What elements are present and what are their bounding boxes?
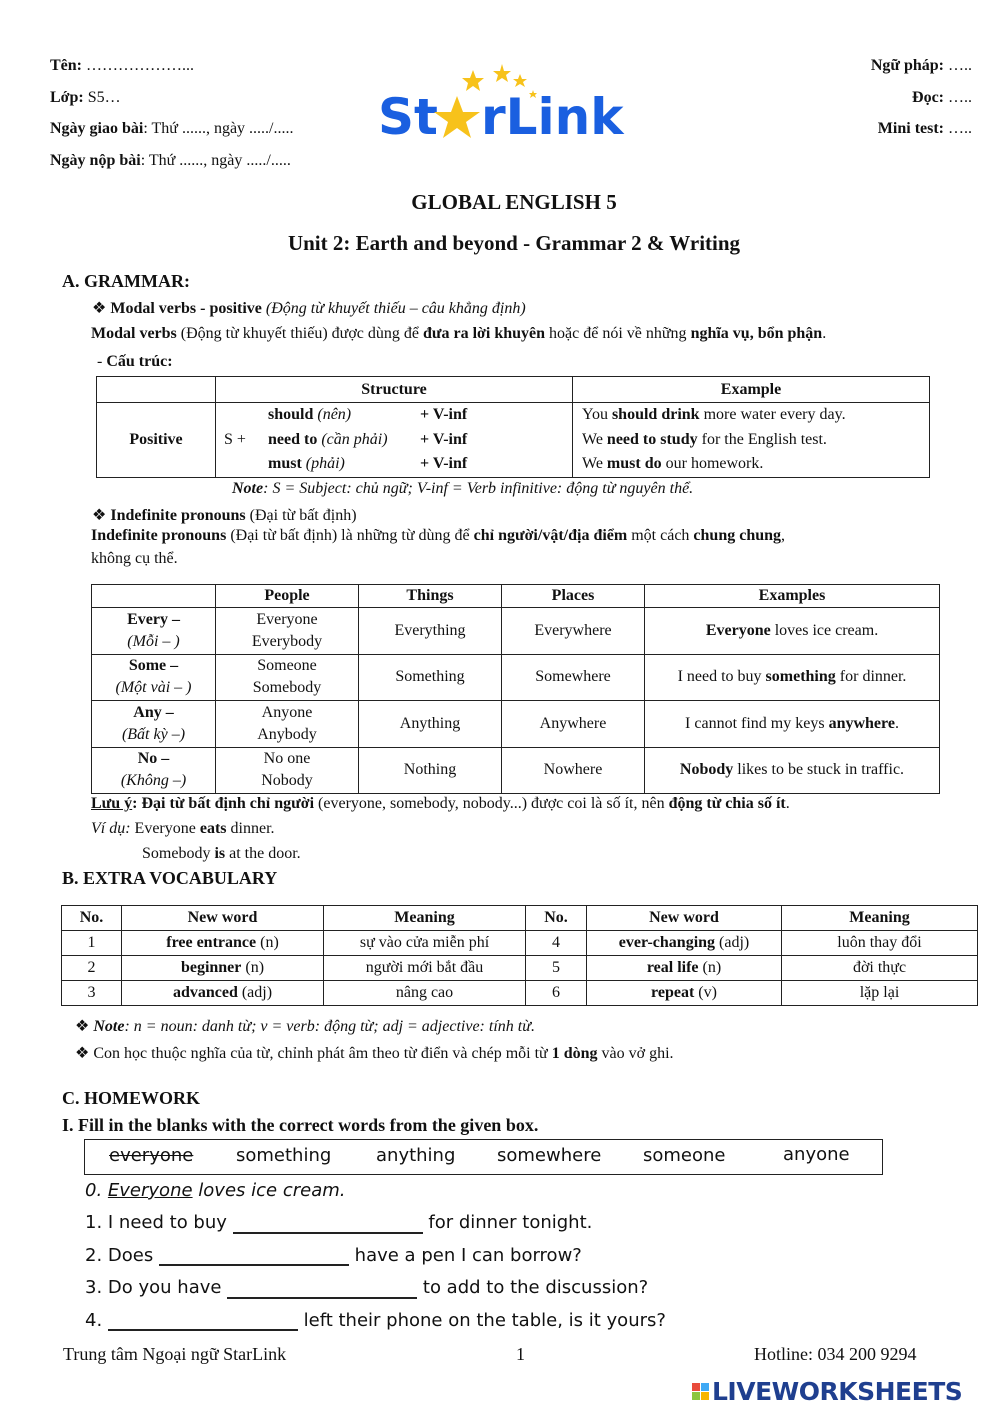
text-segment: should: [268, 406, 314, 424]
subject-label: S +: [224, 431, 246, 448]
text-segment: .: [785, 795, 790, 812]
modal-verbs-description: [91, 325, 826, 343]
text-segment: (phải): [301, 455, 345, 473]
word-box: [84, 1139, 883, 1175]
due-date-field: [50, 152, 291, 170]
vocab-meaning: nâng cao: [324, 981, 526, 1006]
things-pronoun: Everything: [359, 608, 502, 655]
pronoun-example: [645, 654, 940, 701]
document-subtitle: Unit 2: Earth and beyond - Grammar 2 & Writing: [287, 231, 741, 255]
liveworksheets-watermark: [692, 1375, 962, 1407]
indefinite-pronouns-description-2: không cụ thể.: [91, 550, 178, 567]
text-segment: more water every day.: [699, 406, 846, 424]
vocab-row: [62, 956, 978, 981]
modal-need-to: [268, 428, 420, 453]
people-pronoun: Everyone: [256, 610, 318, 628]
text-segment: …..: [944, 89, 972, 106]
text-segment: our homework.: [661, 455, 764, 473]
word: free entrance: [166, 934, 257, 951]
question-text-before: 4.: [85, 1309, 108, 1331]
word-box-word: everyone: [109, 1145, 194, 1166]
question-text-before: 2. Does: [85, 1244, 159, 1266]
word-box-word: someone: [643, 1145, 726, 1166]
text-segment: Lưu ý: [91, 795, 133, 812]
reading-score: [912, 89, 972, 107]
people-pronoun: Anybody: [257, 725, 317, 743]
header-no: No.: [62, 906, 122, 931]
text-segment: đưa ra lời khuyên: [422, 325, 546, 342]
question-text-after: to add to the discussion?: [417, 1277, 649, 1298]
grammar-score: [871, 57, 972, 75]
vinf-label: + V-inf: [420, 430, 468, 448]
question-text-after: left their phone on the table, is it yours?: [297, 1309, 666, 1331]
text-segment: nghĩa vụ, bổn phận: [690, 325, 823, 342]
text-segment: likes to be stuck in traffic.: [733, 761, 905, 779]
text-segment: S5…: [83, 89, 121, 106]
text-segment: should drink: [611, 406, 700, 424]
text-segment: 0.: [85, 1180, 108, 1201]
text-segment: eats: [199, 820, 227, 837]
vinf-label: + V-inf: [420, 455, 468, 473]
text-segment: Indefinite pronouns: [110, 507, 246, 524]
vocab-word: [122, 956, 324, 981]
pronoun-group-label: Every –: [127, 610, 180, 628]
text-segment: động từ chia số ít: [668, 795, 786, 812]
text-segment: You: [582, 406, 612, 424]
answer-blank[interactable]: [233, 1214, 423, 1234]
vocab-word: [587, 931, 782, 956]
text-segment: (Động từ khuyết thiếu – câu khẳng định): [261, 300, 526, 317]
header-cell: [92, 585, 216, 608]
vocabulary-heading: B. EXTRA VOCABULARY: [62, 868, 278, 888]
text-segment: ❖: [92, 507, 111, 524]
pronoun-group-meaning: (Bất kỳ –): [121, 725, 186, 743]
text-segment: Ví dụ:: [91, 820, 131, 837]
text-segment: ❖: [92, 300, 111, 317]
vocab-word: [122, 981, 324, 1006]
text-segment: 1 dòng: [551, 1045, 598, 1062]
text-segment: Modal verbs: [91, 325, 177, 342]
text-segment: Indefinite pronouns: [91, 527, 227, 544]
text-segment: …..: [944, 57, 972, 74]
text-segment: ,: [781, 527, 786, 544]
header-people: People: [216, 585, 359, 608]
text-segment: Tên:: [50, 57, 82, 74]
vocab-meaning: lặp lại: [782, 981, 978, 1006]
svg-text:St: St: [378, 88, 438, 142]
header-structure: Structure: [216, 377, 573, 403]
people-pronoun: Anyone: [261, 703, 313, 721]
word: repeat: [651, 984, 695, 1001]
text-segment: chung chung: [693, 527, 782, 544]
things-pronoun: Something: [359, 654, 502, 701]
text-segment: Ngày giao bài: [50, 120, 144, 137]
question-text-before: 3. Do you have: [85, 1277, 228, 1298]
example-sentence-1: [91, 820, 275, 838]
text-segment: (Đại từ bất định) là những từ dùng để: [226, 527, 474, 544]
mini-test-score: [878, 120, 972, 138]
text-segment: anywhere: [828, 714, 895, 732]
indefinite-pronouns-title: [92, 505, 357, 525]
pronoun-note: [91, 795, 790, 813]
things-pronoun: Anything: [359, 701, 502, 748]
example-sentence-2: [142, 845, 301, 863]
text-segment: need to study: [606, 430, 698, 448]
text-segment: : S = Subject: chủ ngữ; V-inf = Verb infinitive: động từ nguyên thể.: [263, 480, 694, 497]
people-pronoun: Somebody: [252, 679, 322, 697]
text-segment: must do: [606, 455, 662, 473]
part-of-speech: (n): [241, 959, 265, 976]
vocab-word: [587, 981, 782, 1006]
text-segment: loves ice cream.: [192, 1180, 346, 1201]
pronoun-group-label: Some –: [128, 657, 179, 675]
liveworksheets-text: LIVEWORKSHEETS: [712, 1376, 963, 1406]
vocab-note: [75, 1016, 535, 1036]
vocab-no: 4: [526, 931, 587, 956]
text-segment: chỉ người/vật/địa điểm: [473, 527, 628, 544]
vocab-word: [587, 956, 782, 981]
text-segment: Ngữ pháp:: [870, 57, 944, 74]
answer-blank[interactable]: [108, 1311, 298, 1331]
header-meaning: Meaning: [782, 906, 978, 931]
vocab-row: [62, 981, 978, 1006]
example-question: [85, 1180, 345, 1201]
vocab-no: 1: [62, 931, 122, 956]
vocab-meaning: luôn thay đổi: [782, 931, 978, 956]
word-box-word: somewhere: [497, 1145, 602, 1166]
header-cell: [97, 377, 216, 403]
text-segment: must: [268, 455, 302, 473]
header-meaning: Meaning: [324, 906, 526, 931]
text-segment: (nên): [313, 406, 352, 424]
pronoun-example: [645, 608, 940, 655]
pronoun-example: [645, 747, 940, 794]
pronoun-example: [645, 701, 940, 748]
question-text-before: 1. I need to buy: [85, 1212, 233, 1233]
text-segment: Mini test:: [877, 120, 944, 137]
svg-text:rLink: rLink: [481, 88, 624, 142]
name-field: [50, 57, 194, 75]
modal-verbs-title: [92, 298, 526, 318]
example-should: [582, 403, 925, 428]
header-things: Things: [359, 585, 502, 608]
text-segment: I need to buy: [677, 668, 766, 686]
text-segment: (Đại từ bất định): [245, 507, 357, 524]
fill-blank-question: [85, 1277, 648, 1299]
part-of-speech: (n): [256, 934, 279, 951]
pronoun-group-meaning: (Một vài – ): [115, 679, 192, 697]
vocab-no: 6: [526, 981, 587, 1006]
text-segment: một cách: [627, 527, 694, 544]
header-places: Places: [502, 585, 645, 608]
word-box-word: anything: [376, 1145, 456, 1166]
text-segment: Note: [93, 1018, 125, 1035]
text-segment: Nobody: [679, 761, 734, 779]
question-text-after: for dinner tonight.: [422, 1212, 593, 1233]
text-segment: Somebody: [142, 845, 215, 862]
page-number: 1: [516, 1344, 525, 1364]
assigned-date-field: [50, 120, 294, 138]
text-segment: Modal verbs - positive: [110, 300, 262, 317]
vocab-meaning: đời thực: [782, 956, 978, 981]
pronoun-row: [92, 608, 940, 655]
answer-blank[interactable]: [159, 1246, 349, 1266]
text-segment: ❖: [75, 1018, 94, 1035]
word: real life: [646, 959, 699, 976]
text-segment: : Thứ ......, ngày ...../.....: [143, 120, 294, 137]
text-segment: ………………...: [82, 57, 194, 74]
fill-blank-question: [85, 1245, 582, 1267]
places-pronoun: Nowhere: [502, 747, 645, 794]
fill-blank-question: [85, 1310, 666, 1332]
text-segment: : Thứ ......, ngày ...../.....: [140, 152, 291, 169]
text-segment: : Đại từ bất định chỉ người: [132, 795, 315, 812]
header-new-word: New word: [122, 906, 324, 931]
text-segment: Everyone: [107, 1180, 193, 1201]
word-box-word: anyone: [783, 1144, 850, 1165]
vinf-label: + V-inf: [420, 406, 468, 424]
text-segment: (cần phải): [317, 430, 388, 448]
text-segment: I cannot find my keys: [685, 714, 829, 732]
indefinite-pronouns-table: [91, 584, 940, 794]
header-new-word: New word: [587, 906, 782, 931]
part-of-speech: (adj): [237, 984, 273, 1001]
text-segment: (Động từ khuyết thiếu) được dùng để: [176, 325, 423, 342]
vocab-no: 2: [62, 956, 122, 981]
pronoun-group-label: No –: [137, 750, 170, 768]
text-segment: We: [582, 455, 607, 473]
vocab-row: [62, 931, 978, 956]
vocab-instruction: [75, 1043, 674, 1063]
class-field: [50, 89, 121, 107]
structure-label: [97, 353, 173, 371]
vocabulary-table: [61, 905, 978, 1006]
word: beginner: [180, 959, 242, 976]
fill-blank-question: [85, 1212, 592, 1234]
people-pronoun: Someone: [257, 657, 317, 675]
word: advanced: [172, 984, 238, 1001]
modal-must: [268, 452, 420, 477]
text-segment: Ngày nộp bài: [50, 152, 141, 169]
part-of-speech: (n): [698, 959, 722, 976]
header-examples: Examples: [645, 585, 940, 608]
text-segment: (everyone, somebody, nobody...) được coi là số ít, nên: [314, 795, 669, 812]
people-pronoun: No one: [263, 750, 311, 768]
text-segment: .: [822, 325, 827, 342]
text-segment: .: [894, 714, 899, 732]
text-segment: dinner.: [226, 820, 275, 837]
header-no: No.: [526, 906, 587, 931]
question-text-after: have a pen I can borrow?: [348, 1244, 582, 1266]
text-segment: is: [214, 845, 226, 862]
example-need-to: [582, 428, 925, 453]
text-segment: for dinner.: [835, 668, 907, 686]
modal-verbs-table: [96, 376, 930, 478]
text-segment: We: [582, 430, 607, 448]
grammar-heading: A. GRAMMAR:: [62, 271, 190, 291]
text-segment: vào vở ghi.: [597, 1045, 674, 1062]
pronoun-row: [92, 747, 940, 794]
text-segment: for the English test.: [697, 430, 827, 448]
part-of-speech: (v): [694, 984, 717, 1001]
text-segment: Cấu trúc:: [106, 353, 173, 370]
starlink-logo: [378, 62, 628, 142]
text-segment: ❖ Con học thuộc nghĩa của từ, chỉnh phát âm theo từ điển và chép mỗi từ: [75, 1045, 552, 1062]
things-pronoun: Nothing: [359, 747, 502, 794]
text-segment: Note: [232, 480, 264, 497]
row-label-positive: Positive: [97, 403, 216, 478]
text-segment: …..: [944, 120, 972, 137]
vocab-no: 5: [526, 956, 587, 981]
text-segment: Everyone: [705, 621, 771, 639]
text-segment: Everyone: [130, 820, 200, 837]
header-example: Example: [573, 377, 930, 403]
places-pronoun: Somewhere: [502, 654, 645, 701]
homework-instruction: I. Fill in the blanks with the correct words from the given box.: [62, 1115, 539, 1135]
text-segment: at the door.: [225, 845, 301, 862]
footer-center-name: Trung tâm Ngoại ngữ StarLink: [63, 1344, 287, 1364]
text-segment: Đọc:: [912, 89, 944, 106]
vocab-meaning: sự vào cửa miễn phí: [324, 931, 526, 956]
vocab-meaning: người mới bắt đầu: [324, 956, 526, 981]
answer-blank[interactable]: [227, 1279, 417, 1299]
text-segment: need to: [268, 430, 318, 448]
footer-hotline: Hotline: 034 200 9294: [754, 1344, 917, 1364]
text-segment: loves ice cream.: [770, 621, 879, 639]
part-of-speech: (adj): [715, 934, 750, 951]
places-pronoun: Anywhere: [502, 701, 645, 748]
vocab-no: 3: [62, 981, 122, 1006]
people-pronoun: Nobody: [261, 772, 313, 790]
homework-heading: C. HOMEWORK: [62, 1088, 200, 1108]
pronoun-group-meaning: (Không –): [120, 772, 187, 790]
pronoun-row: [92, 701, 940, 748]
text-segment: hoặc để nói về những: [545, 325, 691, 342]
text-segment: Lớp:: [50, 89, 84, 106]
pronoun-group-label: Any –: [133, 703, 174, 721]
people-pronoun: Everybody: [251, 632, 323, 650]
modal-note: [232, 480, 693, 498]
example-must: [582, 452, 925, 477]
indefinite-pronouns-description: [91, 527, 785, 545]
text-segment: : n = noun: danh từ; v = verb: động từ; adj = adjective: tính từ.: [124, 1018, 535, 1035]
pronoun-row: [92, 654, 940, 701]
word: ever-changing: [618, 934, 716, 951]
vocab-word: [122, 931, 324, 956]
liveworksheets-logo-icon: [692, 1383, 709, 1400]
word-box-word: something: [236, 1145, 332, 1166]
pronoun-group-meaning: (Mỗi – ): [127, 632, 180, 650]
modal-should: [268, 403, 420, 428]
document-title: GLOBAL ENGLISH 5: [411, 190, 617, 214]
text-segment: -: [97, 353, 107, 370]
text-segment: something: [765, 668, 836, 686]
places-pronoun: Everywhere: [502, 608, 645, 655]
